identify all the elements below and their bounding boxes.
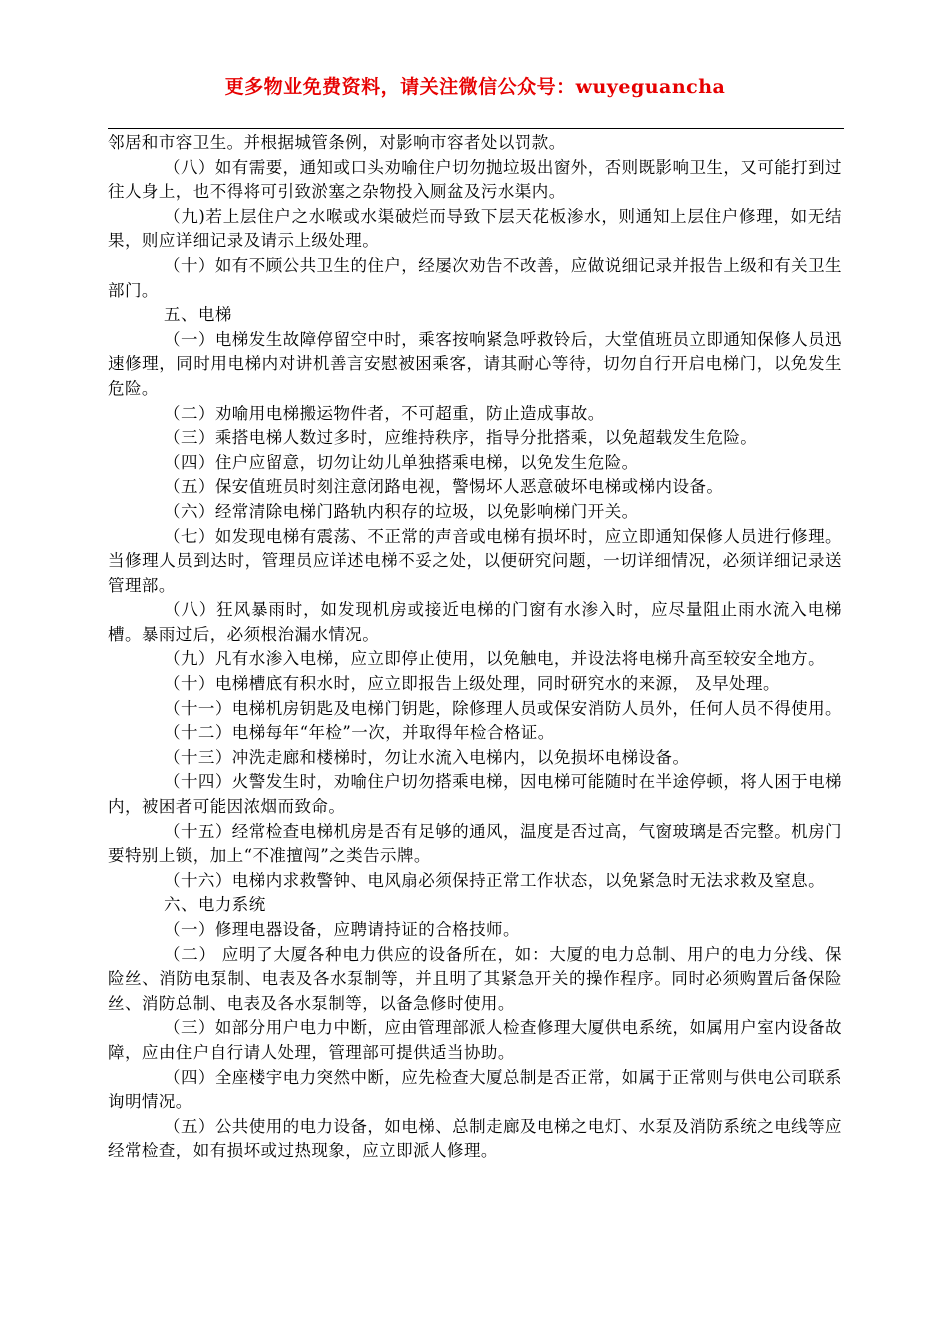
list-item: （八）如有需要，通知或口头劝喻住户切勿抛垃圾出窗外，否则既影响卫生，又可能打到过往人身上，也不得将可引致淤塞之杂物投入厕盆及污水渠内。	[108, 157, 842, 202]
header-divider	[108, 128, 844, 129]
list-item: （四）住户应留意，切勿让幼儿单独搭乘电梯，以免发生危险。	[164, 452, 639, 472]
list-item: （二）劝喻用电梯搬运物件者，不可超重，防止造成事故。	[164, 403, 605, 423]
document-body	[108, 131, 842, 1164]
list-item: （二） 应明了大厦各种电力供应的设备所在，如：大厦的电力总制、用户的电力分线、保险丝、消防电泵制、电表及各水泵制等，并且明了其紧急开关的操作程序。同时必须购置后备保险丝、消防总制、电表及各水泵制等，以备急修时使用。	[108, 944, 842, 1013]
list-item: （八）狂风暴雨时，如发现机房或接近电梯的门窗有水渗入时，应尽量阻止雨水流入电梯槽。暴雨过后，必须根治漏水情况。	[108, 600, 842, 644]
list-item: （七）如发现电梯有震荡、不正常的声音或电梯有损坏时，应立即通知保修人员进行修理。当修理人员到达时，管理员应详述电梯不妥之处，以便研究问题，一切详细情况，必须详细记录送管理部。	[108, 526, 842, 595]
list-item: （十五）经常检查电梯机房是否有足够的通风，温度是否过高，气窗玻璃是否完整。机房门要特别上锁，加上“不准擅闯”之类告示牌。	[108, 821, 842, 866]
list-item: （一）电梯发生故障停留空中时，乘客按响紧急呼救铃后，大堂值班员立即通知保修人员迅速修理，同时用电梯内对讲机善言安慰被困乘客，请其耐心等待，切勿自行开启电梯门，以免发生危险。	[108, 329, 842, 398]
list-item: （十）电梯槽底有积水时，应立即报告上级处理，同时研究水的来源， 及早处理。	[164, 674, 780, 694]
list-item: （九）凡有水渗入电梯，应立即停止使用，以免触电，并设法将电梯升高至较安全地方。	[164, 649, 826, 669]
list-item: （九)若上层住户之水喉或水渠破烂而导致下层天花板渗水，则通知上层住户修理，如无结果，则应详细记录及请示上级处理。	[108, 206, 842, 251]
list-item: （十三）冲洗走廊和楼梯时，勿让水流入电梯内，以免损坏电梯设备。	[164, 747, 690, 767]
list-item: （十四）火警发生时，劝喻住户切勿搭乘电梯，因电梯可能随时在半途停顿，将人困于电梯内，被困者可能因浓烟而致命。	[108, 772, 842, 817]
list-item: （十二）电梯每年“年检”一次，并取得年检合格证。	[164, 723, 555, 743]
list-item: （十一）电梯机房钥匙及电梯门钥匙，除修理人员或保安消防人员外，任何人员不得使用。	[164, 698, 842, 718]
list-item: （三）如部分用户电力中断，应由管理部派人检查修理大厦供电系统，如属用户室内设备故障，应由住户自行请人处理，管理部可提供适当协助。	[108, 1018, 842, 1062]
list-item: （五）保安值班员时刻注意闭路电视，警惕坏人恶意破坏电梯或梯内设备。	[164, 477, 724, 497]
header-banner: 更多物业免费资料，请关注微信公众号：wuyeguancha	[224, 76, 726, 98]
list-item: （五）公共使用的电力设备，如电梯、总制走廊及电梯之电灯、水泵及消防系统之电线等应经常检查，如有损坏或过热现象，应立即派人修理。	[108, 1116, 842, 1161]
section-heading-power-system: 六、电力系统	[164, 895, 266, 915]
list-item: （三）乘搭电梯人数过多时，应维持秩序，指导分批搭乘，以免超载发生危险。	[164, 428, 758, 448]
paragraph-continuation: 邻居和市容卫生。并根据城管条例，对影响市容者处以罚款。	[108, 133, 566, 152]
list-item: （十）如有不顾公共卫生的住户，经屡次劝告不改善，应做说细记录并报告上级和有关卫生部门。	[108, 255, 842, 300]
list-item: （四）全座楼宇电力突然中断，应先检查大厦总制是否正常，如属于正常则与供电公司联系询明情况。	[108, 1067, 842, 1112]
list-item: （六）经常清除电梯门路轨内积存的垃圾，以免影响梯门开关。	[164, 501, 639, 521]
list-item: （一）修理电器设备，应聘请持证的合格技师。	[164, 920, 520, 939]
section-heading-elevator: 五、电梯	[164, 305, 232, 325]
list-item: （十六）电梯内求救警钟、电风扇必须保持正常工作状态，以免紧急时无法求救及窒息。	[164, 870, 826, 890]
